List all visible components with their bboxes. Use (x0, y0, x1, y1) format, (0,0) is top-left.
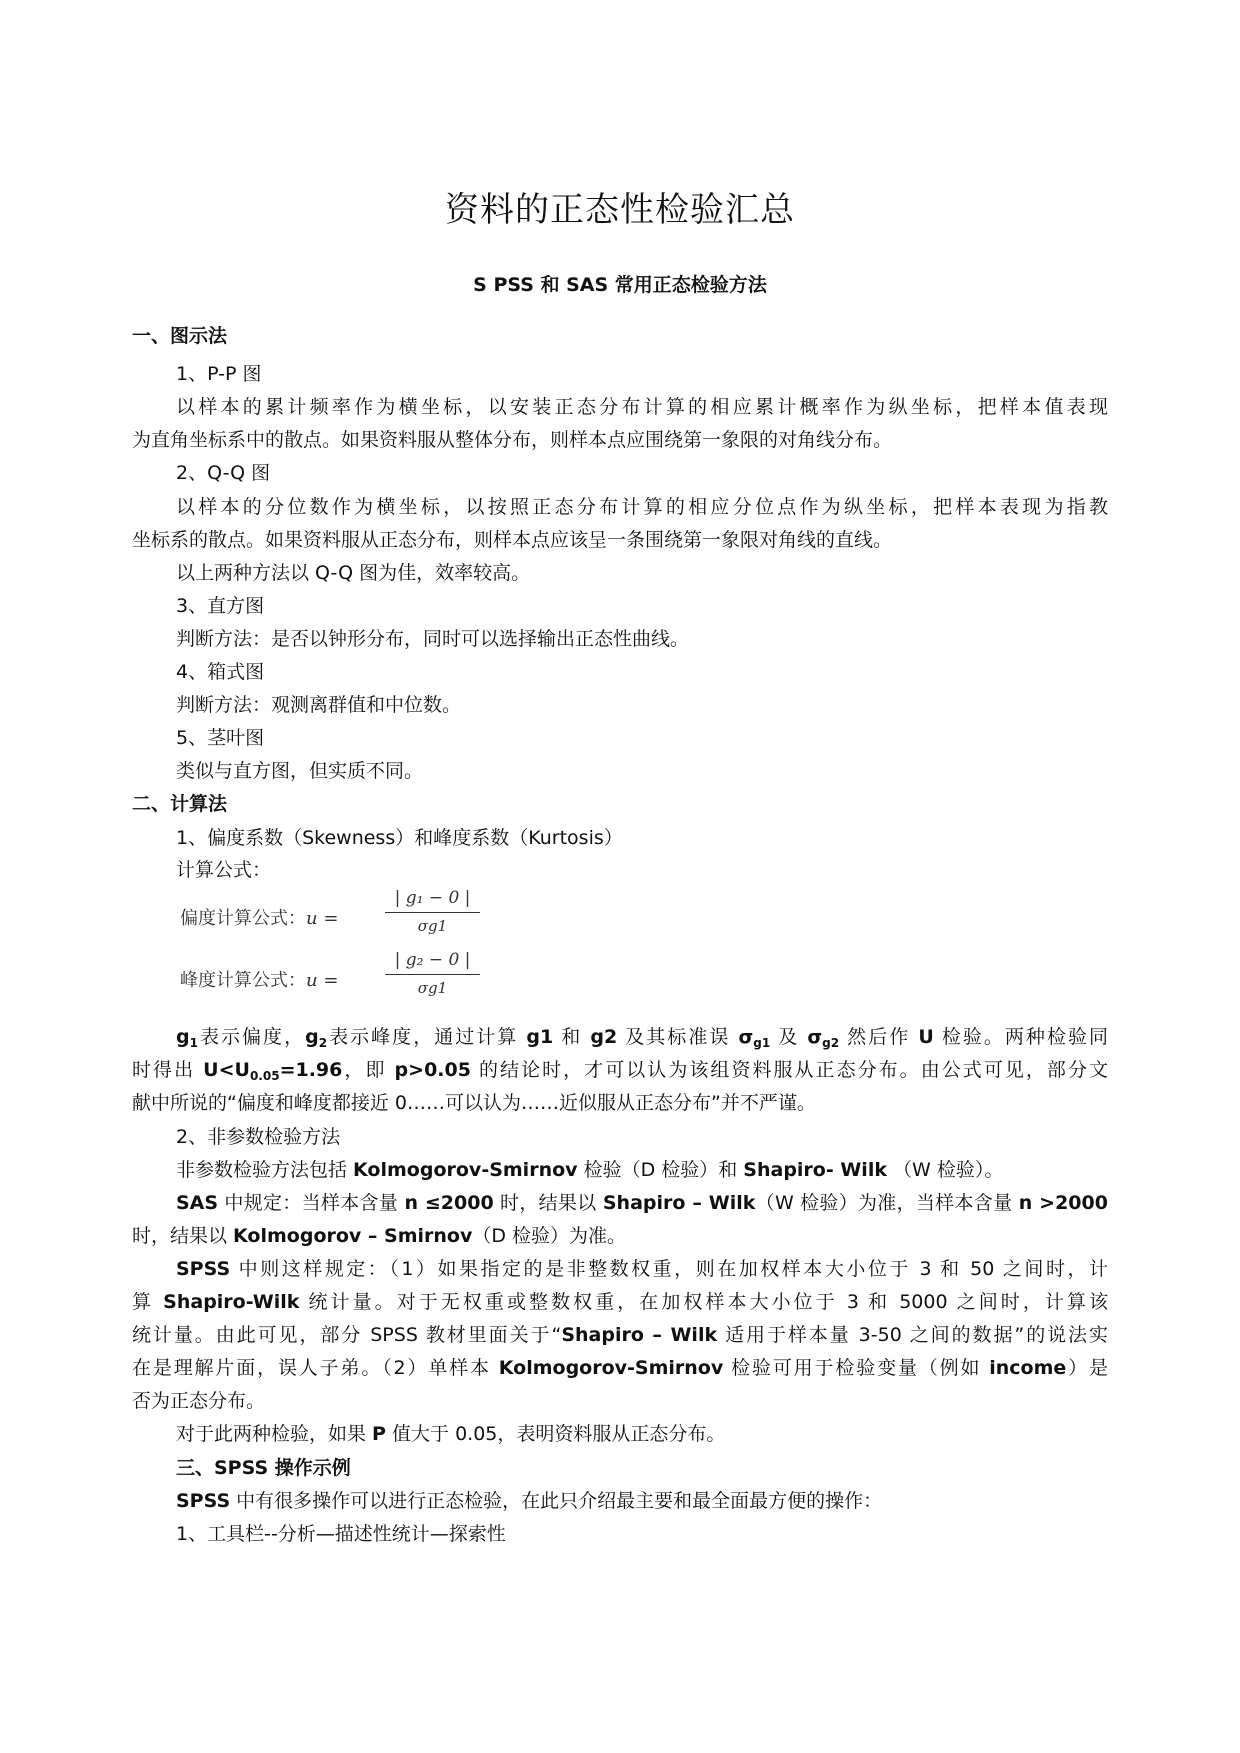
pp-plot-title: 1、P-P 图 (176, 363, 262, 385)
document-subtitle: S PSS 和 SAS 常用正态检验方法 (473, 274, 767, 296)
qq-plot-text-1: 以样本的分位数作为横坐标，以按照正态分布计算的相应分位点作为纵坐标，把样本表现为指教 (176, 496, 1108, 518)
nonparam-text: 非参数检验方法包括 Kolmogorov-Smirnov 检验（D 检验）和 Shapiro- Wilk （W 检验）。 (176, 1159, 1004, 1181)
kurtosis-formula-label: 峰度计算公式：u = (180, 970, 339, 991)
spss-rule-line-1: SPSS 中则这样规定：（1）如果指定的是非整数权重，则在加权样本大小位于 3 和 50 之间时，计 (176, 1258, 1108, 1280)
skewness-formula (180, 886, 510, 940)
section-heading-calculation: 二、计算法 (132, 793, 228, 815)
kurtosis-denominator: σg1 (417, 979, 448, 997)
kurtosis-fraction (385, 948, 480, 999)
stemleaf-text: 类似与直方图，但实质不同。 (176, 760, 424, 782)
spss-rule-line-2: 算 Shapiro-Wilk 统计量。对于无权重或整数权重，在加权样本大小位于 3 和 5000 之间时，计算该 (132, 1291, 1108, 1313)
kurtosis-formula (180, 948, 510, 1002)
spss-rule-line-3: 统计量。由此可见，部分 SPSS 教材里面关于“Shapiro – Wilk 适用于样本量 3-50 之间的数据”的说法实 (132, 1324, 1108, 1346)
kurtosis-numerator: | g₂ − 0 | (394, 950, 471, 970)
g-stat-paragraph-line-3: 献中所说的“偏度和峰度都接近 0……可以认为……近似服从正态分布”并不严谨。 (132, 1092, 816, 1114)
nonparam-title: 2、非参数检验方法 (176, 1126, 341, 1148)
skewness-fraction (385, 886, 480, 937)
conclusion-text: 对于此两种检验，如果 P 值大于 0.05，表明资料服从正态分布。 (176, 1423, 726, 1445)
qq-plot-text-2: 坐标系的散点。如果资料服从正态分布，则样本点应该呈一条围绕第一象限对角线的直线。 (132, 529, 893, 551)
skewness-numerator: | g₁ − 0 | (394, 888, 471, 908)
sas-rule-line-1: SAS 中规定：当样本含量 n ≤2000 时，结果以 Shapiro – Wilk（W 检验）为准，当样本含量 n >2000 (176, 1192, 1108, 1214)
pp-plot-text-1: 以样本的累计频率作为横坐标，以安装正态分布计算的相应累计概率作为纵坐标，把样本值表现 (176, 396, 1108, 418)
histogram-text: 判断方法：是否以钟形分布，同时可以选择输出正态性曲线。 (176, 628, 690, 650)
skewness-denominator: σg1 (417, 917, 448, 935)
skewness-formula-label: 偏度计算公式：u = (180, 908, 339, 929)
stemleaf-title: 5、茎叶图 (176, 727, 265, 749)
formula-intro: 计算公式： (176, 859, 272, 881)
qq-plot-text-3: 以上两种方法以 Q-Q 图为佳，效率较高。 (176, 562, 531, 584)
spss-rule-line-4: 在是理解片面，误人子弟。（2）单样本 Kolmogorov-Smirnov 检验可用于检验变量（例如 income）是 (132, 1357, 1108, 1379)
spss-example-text: SPSS 中有很多操作可以进行正态检验，在此只介绍最主要和最全面最方便的操作： (176, 1490, 883, 1512)
qq-plot-title: 2、Q-Q 图 (176, 462, 271, 484)
section-heading-graphical: 一、图示法 (132, 325, 228, 347)
spss-rule-line-5: 否为正态分布。 (132, 1390, 266, 1412)
sas-rule-line-2: 时，结果以 Kolmogorov – Smirnov（D 检验）为准。 (132, 1225, 627, 1247)
histogram-title: 3、直方图 (176, 595, 265, 617)
g-stat-paragraph-line-2: 时得出 $U<U_{0.05}=1.96$，即 p>0.05 的结论时，才可以认为该组资料服从正态分布。由公式可见，部分文 (132, 1059, 1108, 1083)
section-heading-spss-example: 三、SPSS 操作示例 (176, 1457, 351, 1479)
document-title: 资料的正态性检验汇总 (445, 190, 795, 230)
boxplot-text: 判断方法：观测离群值和中位数。 (176, 694, 462, 716)
formula-image (180, 886, 510, 1016)
boxplot-title: 4、箱式图 (176, 661, 265, 683)
g-stat-paragraph-line-1: $g_1$表示偏度，$g_2$表示峰度，通过计算 g1 和 g2 及其标准误 $\sigma_{g1}$ 及 $\sigma_{g2}$ 然后作 U 检验。两种检验同 (176, 1026, 1108, 1050)
pp-plot-text-2: 为直角坐标系中的散点。如果资料服从整体分布，则样本点应围绕第一象限的对角线分布。 (132, 429, 893, 451)
skew-kurt-title: 1、偏度系数（Skewness）和峰度系数（Kurtosis） (176, 827, 623, 849)
spss-example-step-1: 1、工具栏--分析—描述性统计—探索性 (176, 1523, 506, 1545)
